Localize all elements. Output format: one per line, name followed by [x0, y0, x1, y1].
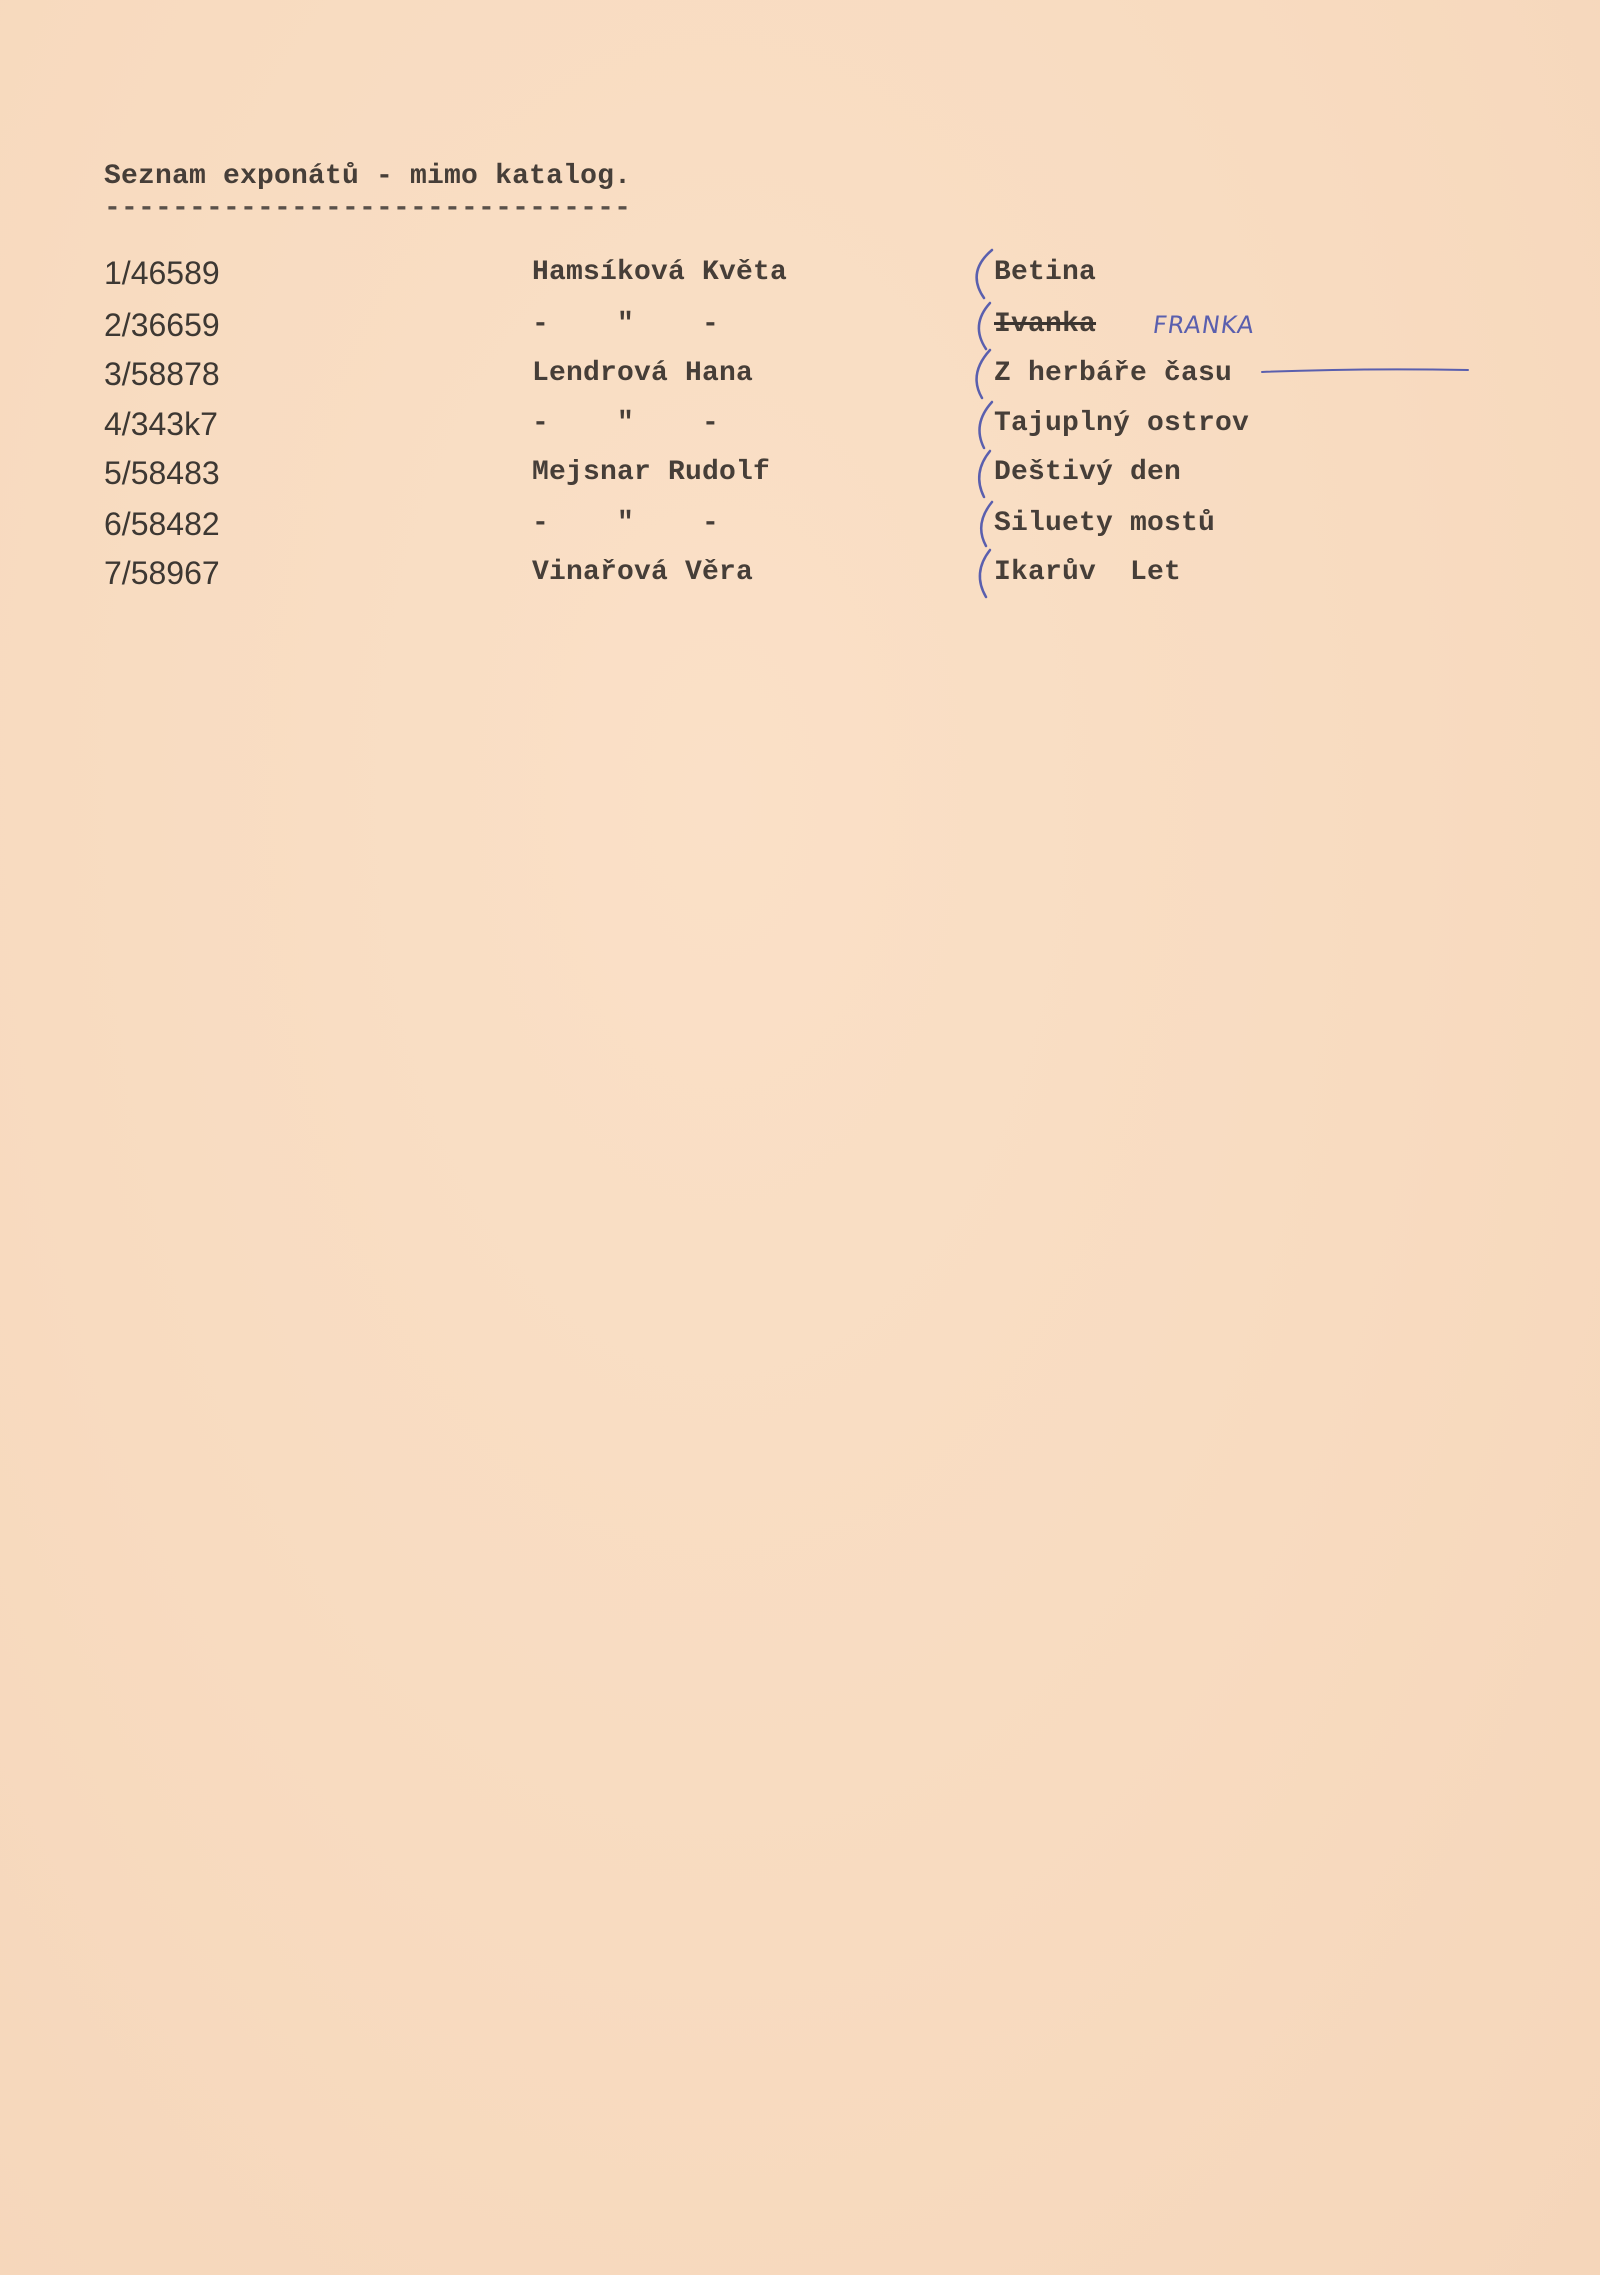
- exhibit-number: 5/58483: [104, 455, 220, 491]
- exhibit-title: Betina: [994, 257, 1097, 288]
- exhibit-row: [0, 556, 1600, 590]
- exhibit-author: Hamsíková Květa: [532, 257, 788, 288]
- exhibit-row: [0, 456, 1600, 490]
- exhibit-number: 7/58967: [104, 555, 220, 591]
- exhibit-author: Lendrová Hana: [532, 358, 754, 389]
- exhibit-title: Tajuplný ostrov: [994, 408, 1250, 439]
- exhibit-row: [0, 407, 1600, 441]
- exhibit-author-ditto: - " -: [532, 408, 720, 439]
- exhibit-number: 3/58878: [104, 356, 220, 392]
- title-underline: -------------------------------: [104, 193, 632, 224]
- exhibit-title: Z herbáře času: [994, 358, 1233, 389]
- exhibit-author: Mejsnar Rudolf: [532, 457, 771, 488]
- exhibit-number: 2/36659: [104, 307, 220, 343]
- exhibit-number: 1/46589: [104, 255, 220, 291]
- exhibit-row: [0, 507, 1600, 541]
- exhibit-author-ditto: - " -: [532, 309, 720, 340]
- handwritten-correction: FRANKA: [1151, 311, 1257, 339]
- exhibit-number: 4/343k7: [104, 406, 218, 442]
- exhibit-title-struck: Ivanka: [994, 309, 1097, 340]
- exhibit-row: [0, 357, 1600, 391]
- document-title: Seznam exponátů - mimo katalog.: [104, 161, 632, 192]
- exhibit-title: Deštivý den: [994, 457, 1182, 488]
- exhibit-title: Ikarův Let: [994, 557, 1182, 588]
- exhibit-author: Vinařová Věra: [532, 557, 754, 588]
- exhibit-number: 6/58482: [104, 506, 220, 542]
- exhibit-title: Siluety mostů: [994, 508, 1216, 539]
- exhibit-row: [0, 256, 1600, 290]
- exhibit-row: [0, 308, 1600, 342]
- exhibit-author-ditto: - " -: [532, 508, 720, 539]
